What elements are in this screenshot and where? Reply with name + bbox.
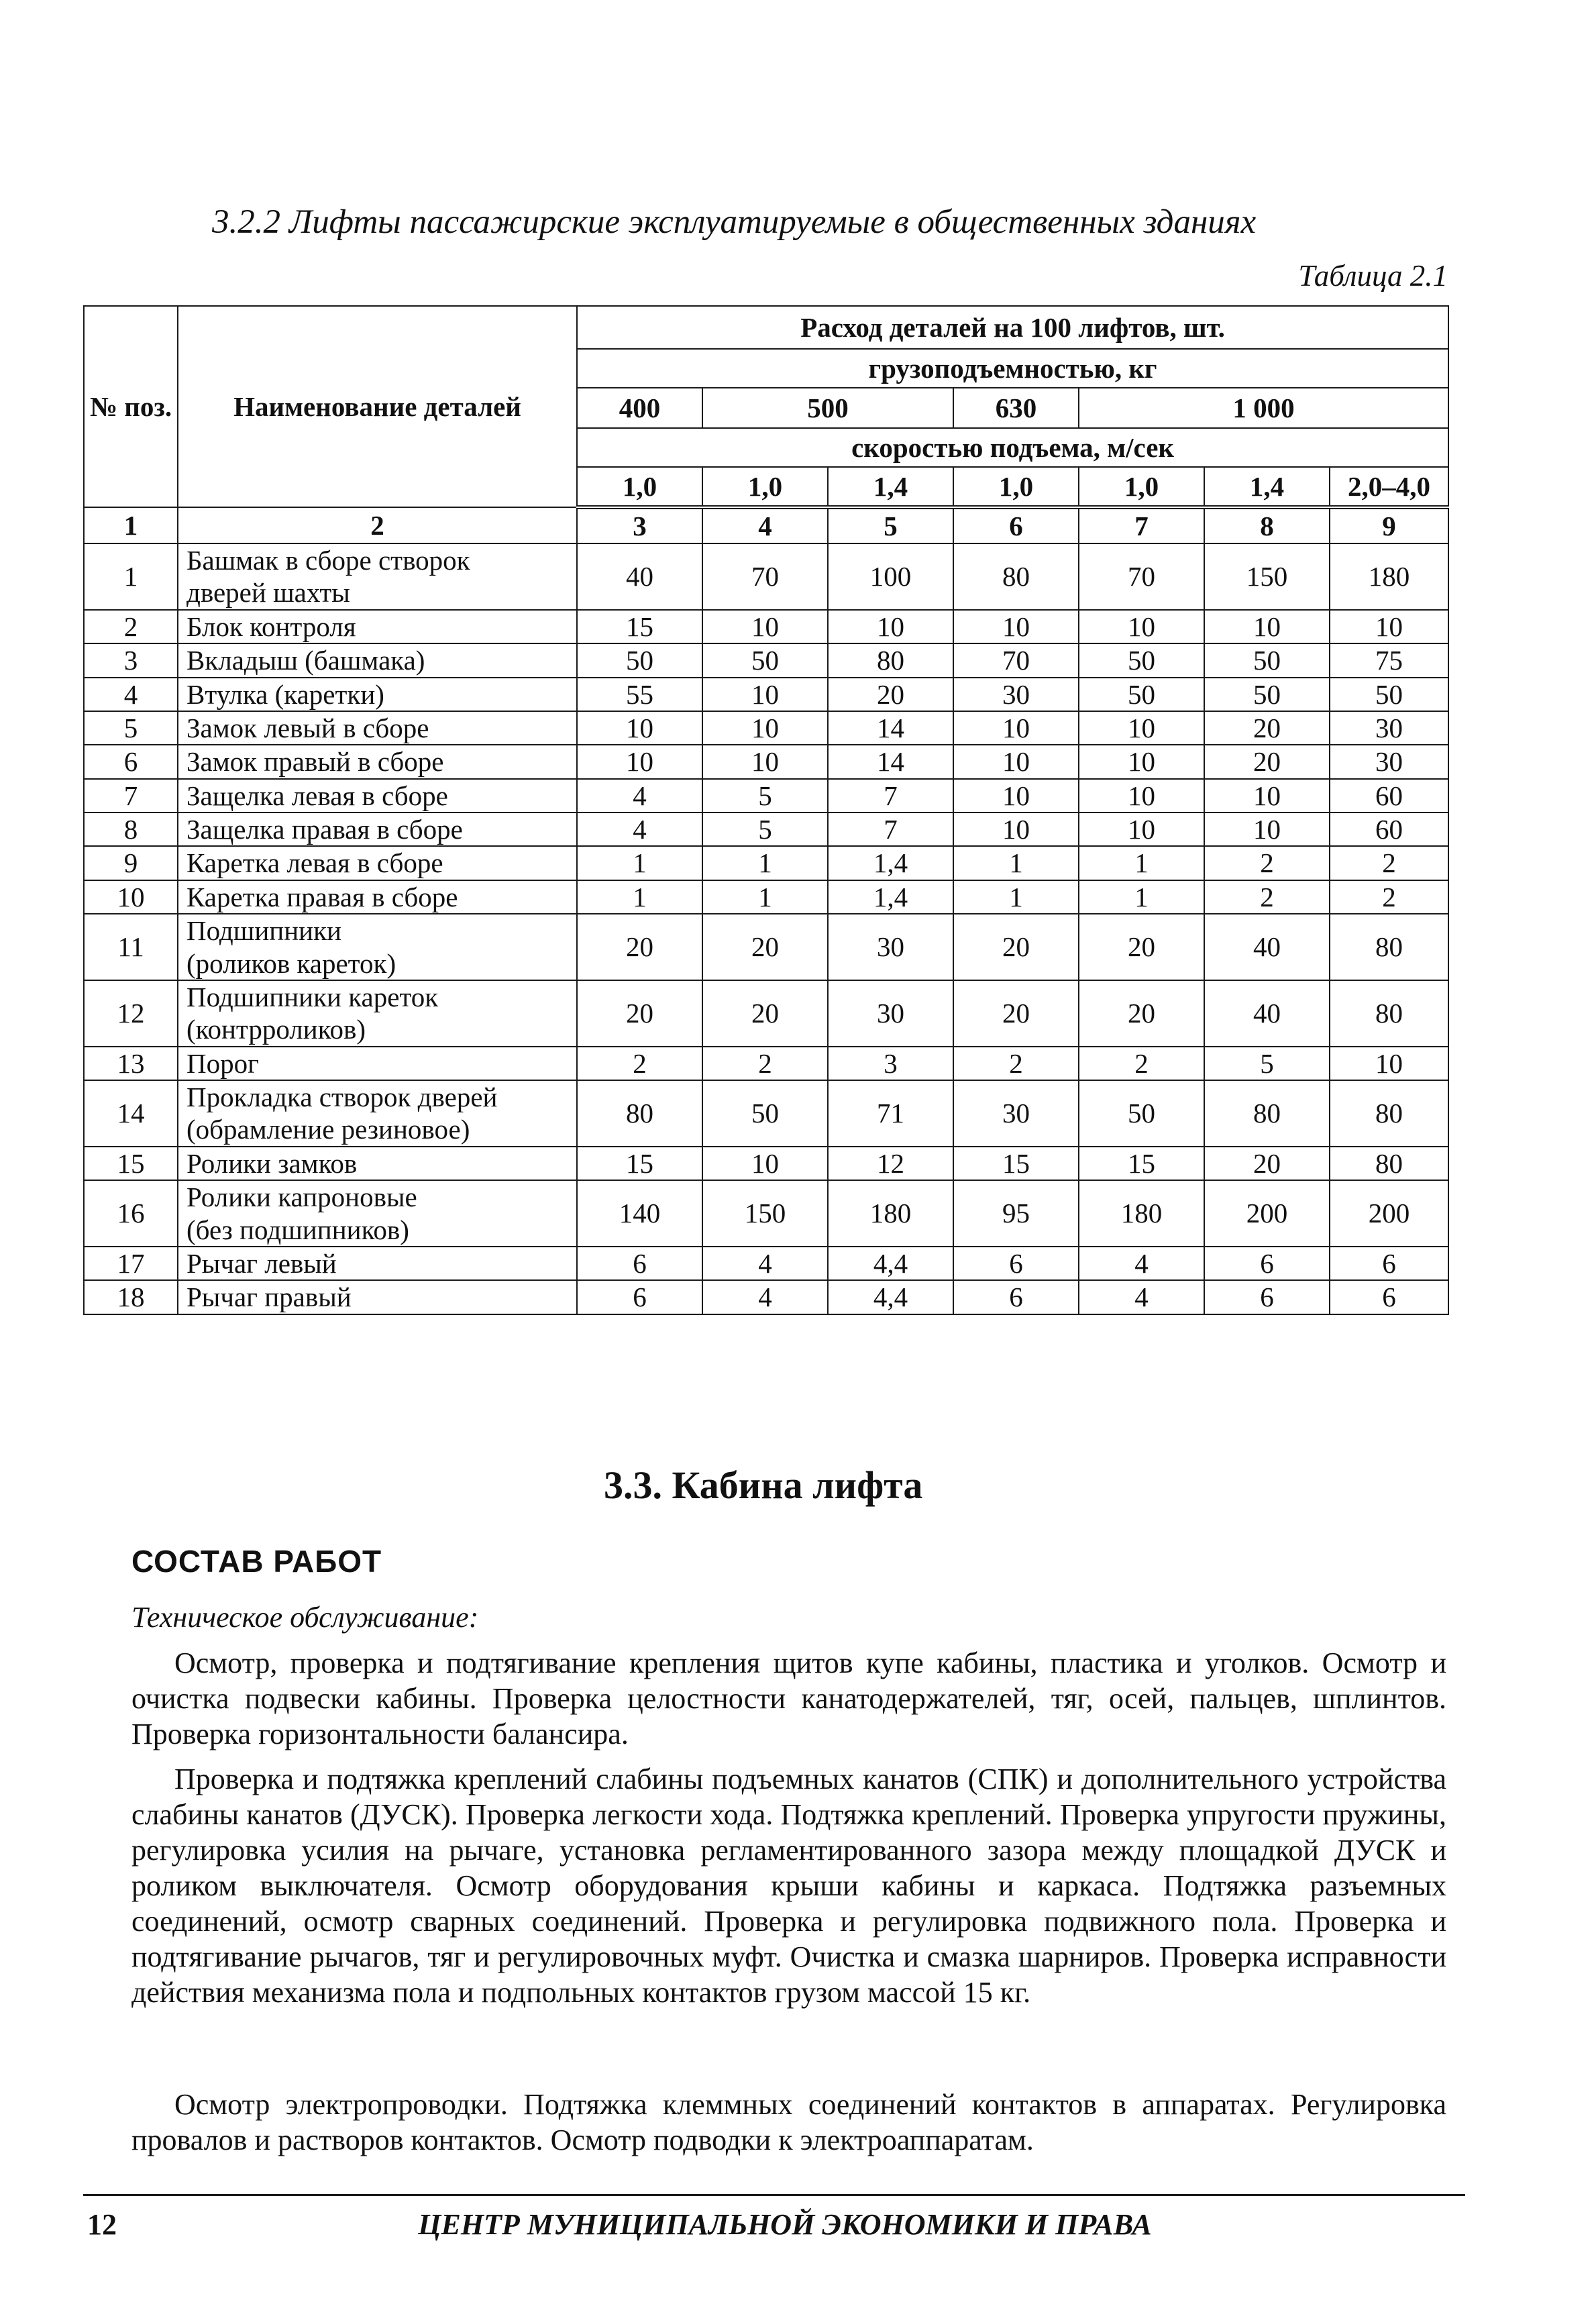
row-value: 80 — [1330, 914, 1448, 980]
table-row — [84, 543, 1448, 610]
part-name-line: Блок контроля — [187, 611, 356, 642]
row-value: 20 — [1204, 745, 1330, 778]
row-value: 50 — [1204, 678, 1330, 711]
row-value: 1 — [953, 880, 1079, 914]
row-value: 200 — [1204, 1180, 1330, 1247]
row-part-name — [178, 745, 577, 778]
section-title: 3.2.2 Лифты пассажирские эксплуатируемые в общественных зданиях — [212, 203, 1257, 241]
row-value: 40 — [1204, 980, 1330, 1047]
row-value: 140 — [577, 1180, 702, 1247]
row-value: 71 — [828, 1080, 953, 1147]
table-row — [84, 610, 1448, 643]
row-value: 80 — [1204, 1080, 1330, 1147]
row-position: 18 — [84, 1280, 178, 1314]
part-name-line: Прокладка створок дверей — [187, 1082, 498, 1112]
table-row — [84, 880, 1448, 914]
row-value: 1 — [577, 846, 702, 880]
footer-organization: ЦЕНТР МУНИЦИПАЛЬНОЙ ЭКОНОМИКИ И ПРАВА — [418, 2208, 1152, 2241]
column-numbers-row — [84, 507, 1448, 543]
part-name-line: Втулка (каретки) — [187, 678, 384, 710]
row-value: 10 — [953, 711, 1079, 745]
row-part-name — [178, 543, 577, 610]
row-position: 6 — [84, 745, 178, 778]
row-value: 2 — [953, 1047, 1079, 1080]
header-speed-label: скоростью подъема, м/сек — [577, 428, 1448, 467]
row-part-name — [178, 1147, 577, 1180]
footer-rule — [83, 2194, 1465, 2196]
row-part-name — [178, 880, 577, 914]
row-value: 50 — [702, 1080, 828, 1147]
row-value: 80 — [1330, 1080, 1448, 1147]
row-value: 10 — [1079, 779, 1204, 813]
row-value: 1 — [1079, 846, 1204, 880]
row-position: 13 — [84, 1047, 178, 1080]
header-name: Наименование деталей — [178, 306, 577, 507]
row-value: 10 — [577, 745, 702, 778]
table-row — [84, 846, 1448, 880]
row-value: 100 — [828, 543, 953, 610]
header-capacity-1000: 1 000 — [1079, 388, 1448, 428]
row-value: 10 — [1204, 779, 1330, 813]
row-value: 7 — [828, 779, 953, 813]
row-value: 10 — [953, 745, 1079, 778]
table-row — [84, 678, 1448, 711]
row-value: 6 — [577, 1247, 702, 1280]
part-name-line: Замок левый в сборе — [187, 712, 429, 743]
row-value: 20 — [953, 980, 1079, 1047]
row-value: 20 — [577, 980, 702, 1047]
row-value: 2 — [702, 1047, 828, 1080]
row-value: 6 — [1330, 1247, 1448, 1280]
part-name-line: (роликов кареток) — [187, 947, 396, 979]
part-name-line: Защелка правая в сборе — [187, 814, 463, 845]
row-value: 50 — [1079, 643, 1204, 677]
maintenance-subheading: Техническое обслуживание: — [131, 1601, 479, 1634]
row-value: 1 — [953, 846, 1079, 880]
row-value: 30 — [828, 914, 953, 980]
row-value: 20 — [702, 980, 828, 1047]
part-name-line: Рычаг правый — [187, 1281, 352, 1313]
row-value: 20 — [702, 914, 828, 980]
row-value: 10 — [702, 745, 828, 778]
row-part-name — [178, 678, 577, 711]
row-value: 2 — [1204, 846, 1330, 880]
row-value: 10 — [1079, 610, 1204, 643]
row-position: 16 — [84, 1180, 178, 1247]
row-position: 8 — [84, 813, 178, 846]
row-value: 10 — [702, 610, 828, 643]
row-value: 15 — [953, 1147, 1079, 1180]
column-number: 2 — [178, 507, 577, 543]
row-value: 2 — [1330, 846, 1448, 880]
parts-consumption-table — [83, 305, 1449, 1315]
table-row — [84, 1180, 1448, 1247]
row-part-name — [178, 1080, 577, 1147]
row-value: 20 — [1079, 980, 1204, 1047]
part-name-line: Каретка правая в сборе — [187, 881, 458, 912]
row-value: 10 — [953, 610, 1079, 643]
row-value: 10 — [577, 711, 702, 745]
section-heading-cabin: 3.3. Кабина лифта — [604, 1463, 923, 1507]
row-value: 14 — [828, 711, 953, 745]
table-row — [84, 1080, 1448, 1147]
table-row — [84, 980, 1448, 1047]
table-row — [84, 1047, 1448, 1080]
row-value: 6 — [1204, 1280, 1330, 1314]
row-value: 10 — [1079, 813, 1204, 846]
row-part-name — [178, 813, 577, 846]
part-name-line: Порог — [187, 1047, 259, 1079]
table-row — [84, 643, 1448, 677]
row-value: 10 — [1204, 813, 1330, 846]
row-value: 180 — [828, 1180, 953, 1247]
column-number: 4 — [702, 507, 828, 543]
row-value: 5 — [1204, 1047, 1330, 1080]
row-part-name — [178, 1280, 577, 1314]
row-position: 4 — [84, 678, 178, 711]
row-value: 10 — [1079, 711, 1204, 745]
column-number: 5 — [828, 507, 953, 543]
header-capacity-400: 400 — [577, 388, 702, 428]
page-number: 12 — [87, 2208, 117, 2241]
column-number: 6 — [953, 507, 1079, 543]
row-value: 80 — [577, 1080, 702, 1147]
row-value: 15 — [1079, 1147, 1204, 1180]
header-capacity-label: грузоподъемностью, кг — [577, 349, 1448, 388]
row-value: 10 — [1330, 1047, 1448, 1080]
paragraph-1: Осмотр, проверка и подтягивание крепления щитов купе кабины, пластика и уголков. Осмотр и очистка подвески кабины. Проверка целостности канатодержателей, тяг, осей, пальцев, шплинтов. Проверка горизонтальности балансира. — [131, 1646, 1446, 1750]
row-value: 1 — [1079, 880, 1204, 914]
header-capacity-500: 500 — [702, 388, 953, 428]
row-value: 7 — [828, 813, 953, 846]
row-value: 1,4 — [828, 880, 953, 914]
row-value: 20 — [953, 914, 1079, 980]
header-speed: 1,0 — [1079, 467, 1204, 507]
row-position: 14 — [84, 1080, 178, 1147]
column-number: 8 — [1204, 507, 1330, 543]
row-value: 2 — [1079, 1047, 1204, 1080]
row-value: 70 — [702, 543, 828, 610]
works-heading: СОСТАВ РАБОТ — [131, 1544, 382, 1579]
row-value: 15 — [577, 610, 702, 643]
row-value: 2 — [1330, 880, 1448, 914]
row-value: 20 — [828, 678, 953, 711]
column-number: 1 — [84, 507, 178, 543]
row-value: 10 — [702, 678, 828, 711]
row-value: 50 — [702, 643, 828, 677]
column-number: 3 — [577, 507, 702, 543]
table-row — [84, 1280, 1448, 1314]
row-part-name — [178, 914, 577, 980]
row-part-name — [178, 980, 577, 1047]
row-part-name — [178, 779, 577, 813]
row-value: 60 — [1330, 779, 1448, 813]
row-value: 30 — [953, 1080, 1079, 1147]
row-part-name — [178, 1180, 577, 1247]
row-value: 150 — [702, 1180, 828, 1247]
row-value: 180 — [1079, 1180, 1204, 1247]
part-name-line: (без подшипников) — [187, 1214, 409, 1245]
row-value: 6 — [1330, 1280, 1448, 1314]
header-speed: 1,4 — [1204, 467, 1330, 507]
table-caption: Таблица 2.1 — [1298, 259, 1448, 293]
part-name-line: Вкладыш (башмака) — [187, 645, 425, 676]
part-name-line: Каретка левая в сборе — [187, 847, 443, 879]
row-position: 17 — [84, 1247, 178, 1280]
row-position: 15 — [84, 1147, 178, 1180]
row-position: 11 — [84, 914, 178, 980]
table-row — [84, 1147, 1448, 1180]
row-value: 10 — [828, 610, 953, 643]
row-value: 10 — [953, 779, 1079, 813]
table-row — [84, 745, 1448, 778]
row-value: 55 — [577, 678, 702, 711]
part-name-line: Защелка левая в сборе — [187, 780, 448, 811]
row-position: 5 — [84, 711, 178, 745]
part-name-line: Ролики капроновые — [187, 1182, 417, 1213]
paragraph-2: Проверка и подтяжка креплений слабины подъемных канатов (СПК) и дополнительного устройства слабины канатов (ДУСК). Проверка легкости хода. Подтяжка креплений. Проверка упругости пружины, регулировка усилия на рычаге, установка регламентированного зазора между площадкой ДУСК и роликом выключателя. Осмотр оборудования крыши кабины и каркаса. Подтяжка разъемных соединений, осмотр сварных соединений. Проверка и регулировка подвижного пола. Проверка и подтягивание рычагов, тяг и регулировочных муфт. Очистка и смазка шарниров. Проверка исправности действия механизма пола и подпольных контактов грузом массой 15 кг. — [131, 1763, 1446, 2009]
row-part-name — [178, 846, 577, 880]
row-value: 5 — [702, 813, 828, 846]
part-name-line: дверей шахты — [187, 577, 350, 609]
row-part-name — [178, 610, 577, 643]
row-value: 30 — [828, 980, 953, 1047]
row-part-name — [178, 711, 577, 745]
part-name-line: (обрамление резиновое) — [187, 1114, 470, 1145]
row-value: 10 — [1079, 745, 1204, 778]
table-row — [84, 813, 1448, 846]
row-value: 50 — [1330, 678, 1448, 711]
row-value: 6 — [577, 1280, 702, 1314]
part-name-line: Подшипники кареток — [187, 981, 439, 1012]
header-speed: 1,0 — [577, 467, 702, 507]
row-value: 4 — [702, 1280, 828, 1314]
row-value: 1 — [702, 846, 828, 880]
row-value: 10 — [702, 711, 828, 745]
row-position: 3 — [84, 643, 178, 677]
row-value: 3 — [828, 1047, 953, 1080]
row-value: 70 — [1079, 543, 1204, 610]
row-value: 200 — [1330, 1180, 1448, 1247]
row-value: 50 — [1079, 1080, 1204, 1147]
header-consumption: Расход деталей на 100 лифтов, шт. — [577, 306, 1448, 349]
row-value: 2 — [1204, 880, 1330, 914]
row-value: 14 — [828, 745, 953, 778]
header-pos: № поз. — [84, 306, 178, 507]
table-row — [84, 779, 1448, 813]
row-value: 150 — [1204, 543, 1330, 610]
table-row — [84, 1247, 1448, 1280]
row-value: 10 — [702, 1147, 828, 1180]
row-value: 1,4 — [828, 846, 953, 880]
row-part-name — [178, 1047, 577, 1080]
row-value: 2 — [577, 1047, 702, 1080]
header-speed: 2,0–4,0 — [1330, 467, 1448, 507]
row-value: 20 — [1204, 1147, 1330, 1180]
row-value: 6 — [1204, 1247, 1330, 1280]
row-position: 12 — [84, 980, 178, 1047]
column-number: 9 — [1330, 507, 1448, 543]
row-value: 50 — [1204, 643, 1330, 677]
row-value: 1 — [577, 880, 702, 914]
row-value: 12 — [828, 1147, 953, 1180]
header-speed: 1,4 — [828, 467, 953, 507]
row-value: 50 — [577, 643, 702, 677]
paragraph-3: Осмотр электропроводки. Подтяжка клеммных соединений контактов в аппаратах. Регулировка провалов и растворов контактов. Осмотр подводки к электроаппаратам. — [131, 2088, 1446, 2156]
header-capacity-630: 630 — [953, 388, 1079, 428]
row-value: 4,4 — [828, 1280, 953, 1314]
table-row — [84, 914, 1448, 980]
row-value: 4,4 — [828, 1247, 953, 1280]
row-value: 10 — [1330, 610, 1448, 643]
row-value: 4 — [1079, 1280, 1204, 1314]
part-name-line: Подшипники — [187, 915, 341, 947]
row-value: 20 — [1204, 711, 1330, 745]
row-value: 6 — [953, 1247, 1079, 1280]
row-value: 80 — [953, 543, 1079, 610]
row-position: 1 — [84, 543, 178, 610]
row-value: 75 — [1330, 643, 1448, 677]
row-position: 9 — [84, 846, 178, 880]
row-part-name — [178, 1247, 577, 1280]
row-value: 1 — [702, 880, 828, 914]
row-value: 20 — [1079, 914, 1204, 980]
row-value: 70 — [953, 643, 1079, 677]
row-value: 5 — [702, 779, 828, 813]
row-value: 15 — [577, 1147, 702, 1180]
column-number: 7 — [1079, 507, 1204, 543]
row-value: 4 — [1079, 1247, 1204, 1280]
row-value: 4 — [577, 779, 702, 813]
row-value: 4 — [577, 813, 702, 846]
row-value: 80 — [1330, 1147, 1448, 1180]
row-value: 180 — [1330, 543, 1448, 610]
row-value: 10 — [1204, 610, 1330, 643]
part-name-line: Замок правый в сборе — [187, 746, 444, 778]
row-value: 60 — [1330, 813, 1448, 846]
row-value: 40 — [577, 543, 702, 610]
table-body — [84, 507, 1448, 1314]
part-name-line: Рычаг левый — [187, 1247, 337, 1279]
row-value: 30 — [1330, 745, 1448, 778]
row-value: 10 — [953, 813, 1079, 846]
row-value: 30 — [953, 678, 1079, 711]
row-value: 20 — [577, 914, 702, 980]
row-value: 80 — [828, 643, 953, 677]
row-part-name — [178, 643, 577, 677]
row-value: 80 — [1330, 980, 1448, 1047]
part-name-line: Ролики замков — [187, 1147, 358, 1179]
row-value: 4 — [702, 1247, 828, 1280]
part-name-line: (контрроликов) — [187, 1014, 366, 1045]
row-value: 95 — [953, 1180, 1079, 1247]
header-speed: 1,0 — [702, 467, 828, 507]
row-value: 6 — [953, 1280, 1079, 1314]
table-row — [84, 711, 1448, 745]
row-position: 2 — [84, 610, 178, 643]
row-value: 30 — [1330, 711, 1448, 745]
row-value: 50 — [1079, 678, 1204, 711]
row-value: 40 — [1204, 914, 1330, 980]
part-name-line: Башмак в сборе створок — [187, 545, 470, 576]
header-speed: 1,0 — [953, 467, 1079, 507]
row-position: 10 — [84, 880, 178, 914]
row-position: 7 — [84, 779, 178, 813]
